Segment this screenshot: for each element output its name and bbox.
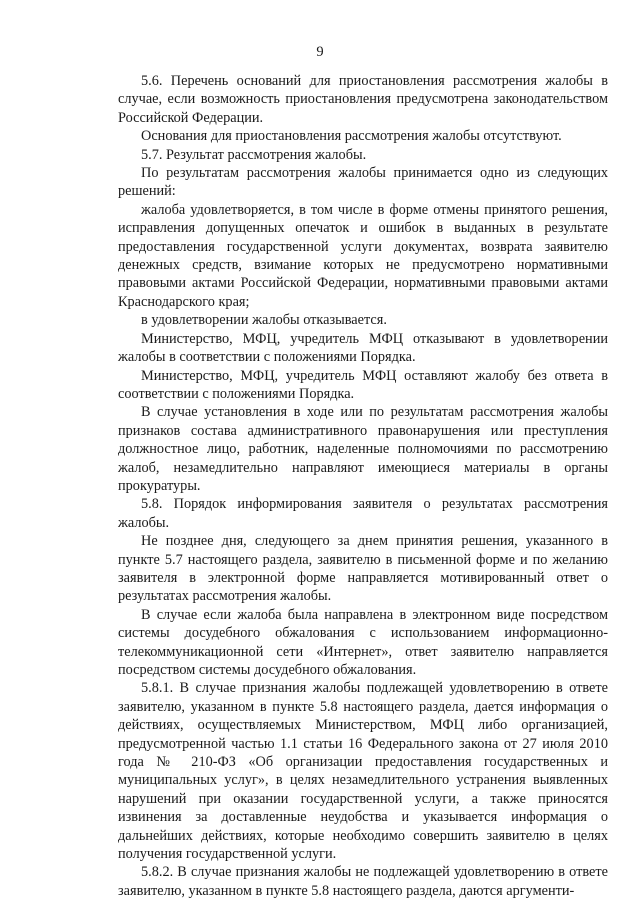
paragraph-5-6: 5.6. Перечень оснований для приостановления рассмотрения жалобы в случае, если возможность приостановления предусмотрена законодательством Российской Федерации. [118, 73, 608, 126]
page-number: 9 [316, 44, 324, 60]
paragraph-5-8-electronic: В случае если жалоба была направлена в электронном виде посредством системы досудебного обжалования с использованием информационно-телекоммуникационной сети «Интернет», ответ заявителю направляется посредством системы досудебного обжалования. [118, 606, 608, 678]
paragraph-5-8-deadline: Не позднее дня, следующего за днем принятия решения, указанного в пункте 5.7 настоящего раздела, заявителю в письменной форме и по желанию заявителя в электронной форме направляется мотивированный ответ о результатах рассмотрения жалобы. [118, 533, 608, 605]
paragraph-5-6-text: Основания для приостановления рассмотрения жалобы отсутствуют. [141, 128, 562, 145]
paragraph-5-8-2: 5.8.2. В случае признания жалобы не подлежащей удовлетворению в ответе заявителю, указанном в пункте 5.8 настоящего раздела, даются аргументи- [118, 864, 608, 899]
paragraph-5-7: 5.7. Результат рассмотрения жалобы. [141, 146, 367, 163]
paragraph-decision-satisfy: жалоба удовлетворяется, в том числе в форме отмены принятого решения, исправления допущенных опечаток и ошибок в выданных в результате предоставления государственной услуги документах, возврата заявителю денежных средств, взимание которых не предусмотрено нормативными правовыми актами Российской Федерации, нормативными правовыми актами Краснодарского края; [118, 201, 608, 310]
document-body [118, 72, 608, 900]
paragraph-refusal-basis: Министерство, МФЦ, учредитель МФЦ отказывают в удовлетворении жалобы в соответствии с положениями Порядка. [118, 330, 608, 366]
paragraph-5-8: 5.8. Порядок информирования заявителя о результатах рассмотрения жалобы. [118, 496, 608, 531]
paragraph-5-7-intro: По результатам рассмотрения жалобы принимается одно из следующих решений: [118, 165, 608, 200]
paragraph-no-answer: Министерство, МФЦ, учредитель МФЦ оставляют жалобу без ответа в соответствии с положениями Порядка. [118, 367, 608, 402]
paragraph-decision-refuse: в удовлетворении жалобы отказывается. [141, 312, 387, 329]
paragraph-5-8-1: 5.8.1. В случае признания жалобы подлежащей удовлетворению в ответе заявителю, указанном в пункте 5.8 настоящего раздела, дается информация о действиях, осуществляемых Министерством, МФЦ либо организацией, предусмотренной частью 1.1 статьи 16 Федерального закона от 27 июля 2010 года № 210-ФЗ «Об организации предоставления государственных и муниципальных услуг», в целях незамедлительного устранения выявленных нарушений при оказании государственной услуги, а также приносятся извинения за доставленные неудобства и указывается информация о дальнейших действиях, которые необходимо совершить заявителю в целях получения государственной услуги. [118, 680, 608, 863]
paragraph-prosecutor: В случае установления в ходе или по результатам рассмотрения жалобы признаков состава административного правонарушения или преступления должностное лицо, работник, наделенные полномочиями по рассмотрению жалоб, незамедлительно направляют имеющиеся материалы в органы прокуратуры. [118, 404, 608, 494]
